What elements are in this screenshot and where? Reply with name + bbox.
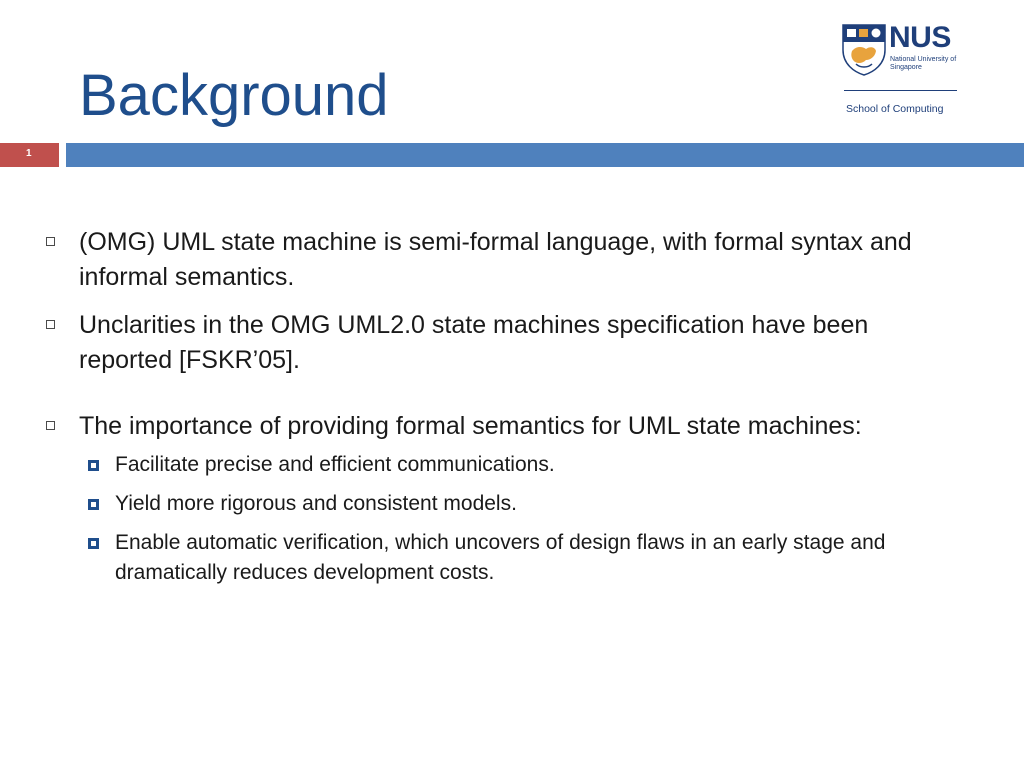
sub-bullet-text: Yield more rigorous and consistent models. <box>115 492 517 515</box>
bullet-item <box>44 225 944 295</box>
sub-bullet-text: Facilitate precise and efficient communications. <box>115 453 555 476</box>
header-accent-bar <box>66 143 1024 167</box>
sub-bullet-item <box>79 450 944 480</box>
bullet-text: The importance of providing formal semantics for UML state machines: <box>79 412 862 440</box>
sub-bullet-item <box>79 489 944 519</box>
hollow-square-bullet-icon <box>46 421 55 430</box>
hollow-square-bullet-icon <box>46 237 55 246</box>
bullet-text: (OMG) UML state machine is semi-formal language, with formal syntax and informal semantics. <box>79 228 912 291</box>
hollow-square-bullet-icon <box>46 320 55 329</box>
slide-body <box>44 225 944 588</box>
square-bullet-icon <box>88 460 99 471</box>
nus-crest-icon <box>842 24 886 76</box>
nus-wordmark: NUS <box>889 21 951 54</box>
slide-number: 1 <box>26 148 32 159</box>
nus-full-name: National University of Singapore <box>890 56 957 71</box>
school-name: School of Computing <box>846 103 944 115</box>
sub-bullet-text: Enable automatic verification, which uncovers of design flaws in an early stage and dramatically reduces development costs. <box>115 531 886 584</box>
sub-bullet-item <box>79 528 944 588</box>
square-bullet-icon <box>88 538 99 549</box>
slide-title: Background <box>79 63 389 128</box>
bullet-text: Unclarities in the OMG UML2.0 state machines specification have been reported [FSKR’05]. <box>79 311 869 374</box>
bullet-item <box>44 308 944 378</box>
sub-bullet-list <box>44 450 944 588</box>
logo-divider <box>844 90 957 91</box>
nus-logo <box>842 21 962 120</box>
square-bullet-icon <box>88 499 99 510</box>
bullet-item <box>44 409 944 444</box>
